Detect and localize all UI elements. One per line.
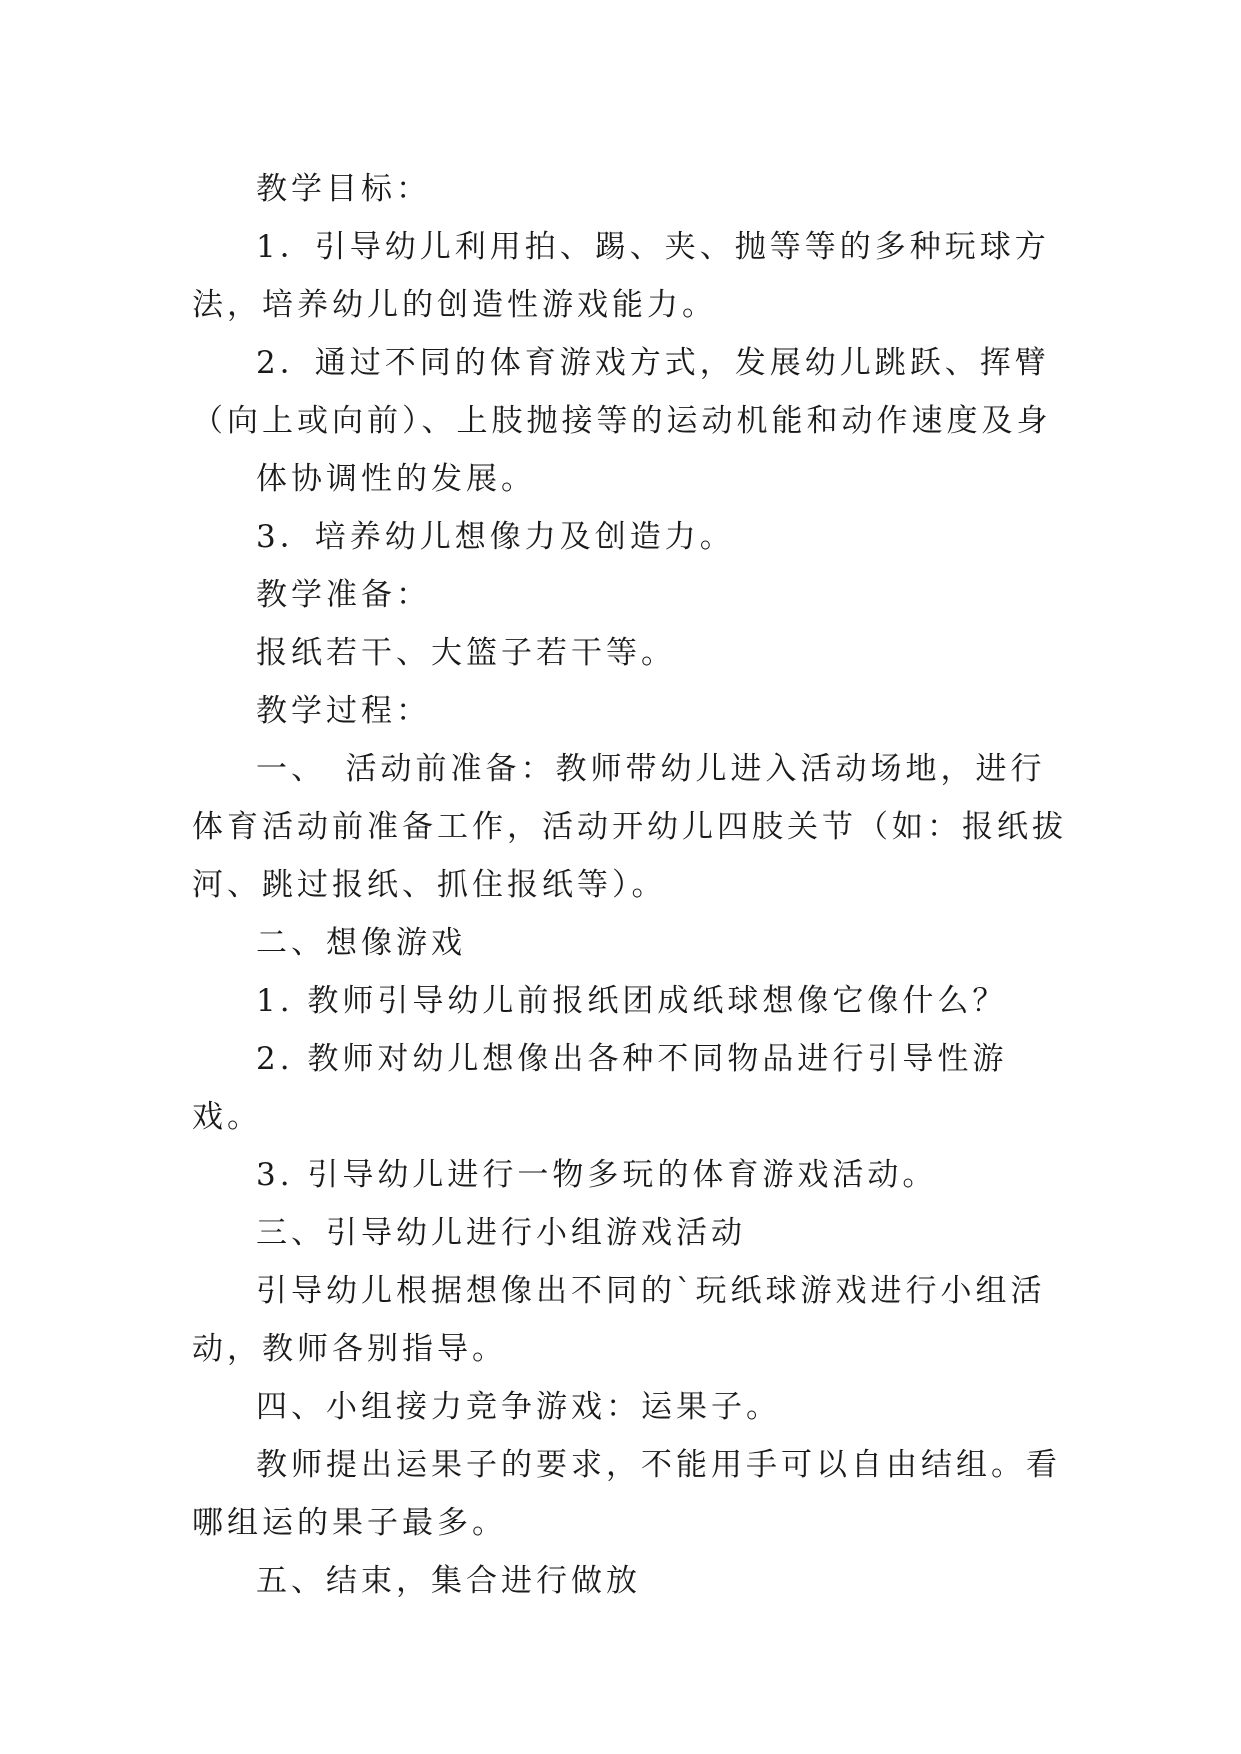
preparation-text: 报纸若干、大篮子若干等。: [256, 635, 676, 671]
goal-1: 1．引导幼儿利用拍、踢、夹、抛等等的多种玩球方法，培养幼儿的创造性游戏能力。: [192, 229, 1050, 323]
heading-teaching-process: 教学过程：: [256, 693, 431, 729]
process-step-1: 一、 活动前准备：教师带幼儿进入活动场地，进行体育活动前准备工作，活动开幼儿四肢关节（如：报纸拔河、跳过报纸、抓住报纸等）。: [192, 751, 1067, 903]
process-step-2-heading: 二、想像游戏: [256, 925, 466, 961]
heading-teaching-preparation: 教学准备：: [256, 577, 431, 613]
goal-2-continued: 体协调性的发展。: [256, 461, 536, 497]
process-step-2-item-3: 3. 引导幼儿进行一物多玩的体育游戏活动。: [256, 1157, 938, 1193]
goal-3: 3．培养幼儿想像力及创造力。: [256, 519, 735, 555]
process-step-4-text: 教师提出运果子的要求，不能用手可以自由结组。看哪组运的果子最多。: [192, 1447, 1061, 1541]
process-step-2-item-2: 2. 教师对幼儿想像出各种不同物品进行引导性游戏。: [192, 1041, 1008, 1135]
process-step-3-text: 引导幼儿根据想像出不同的`玩纸球游戏进行小组活动，教师各别指导。: [192, 1273, 1046, 1367]
goal-2: 2．通过不同的体育游戏方式，发展幼儿跳跃、挥臂（向上或向前）、上肢抛接等的运动机能和动作速度及身: [192, 345, 1052, 439]
document-body: [192, 160, 1072, 1610]
process-step-2-item-1: 1. 教师引导幼儿前报纸团成纸球想像它像什么？: [256, 983, 1008, 1019]
heading-teaching-goals: 教学目标：: [256, 171, 431, 207]
process-step-4-heading: 四、小组接力竞争游戏：运果子。: [256, 1389, 781, 1425]
process-step-3-heading: 三、引导幼儿进行小组游戏活动: [256, 1215, 746, 1251]
process-step-5-heading: 五、结束，集合进行做放: [256, 1563, 641, 1599]
